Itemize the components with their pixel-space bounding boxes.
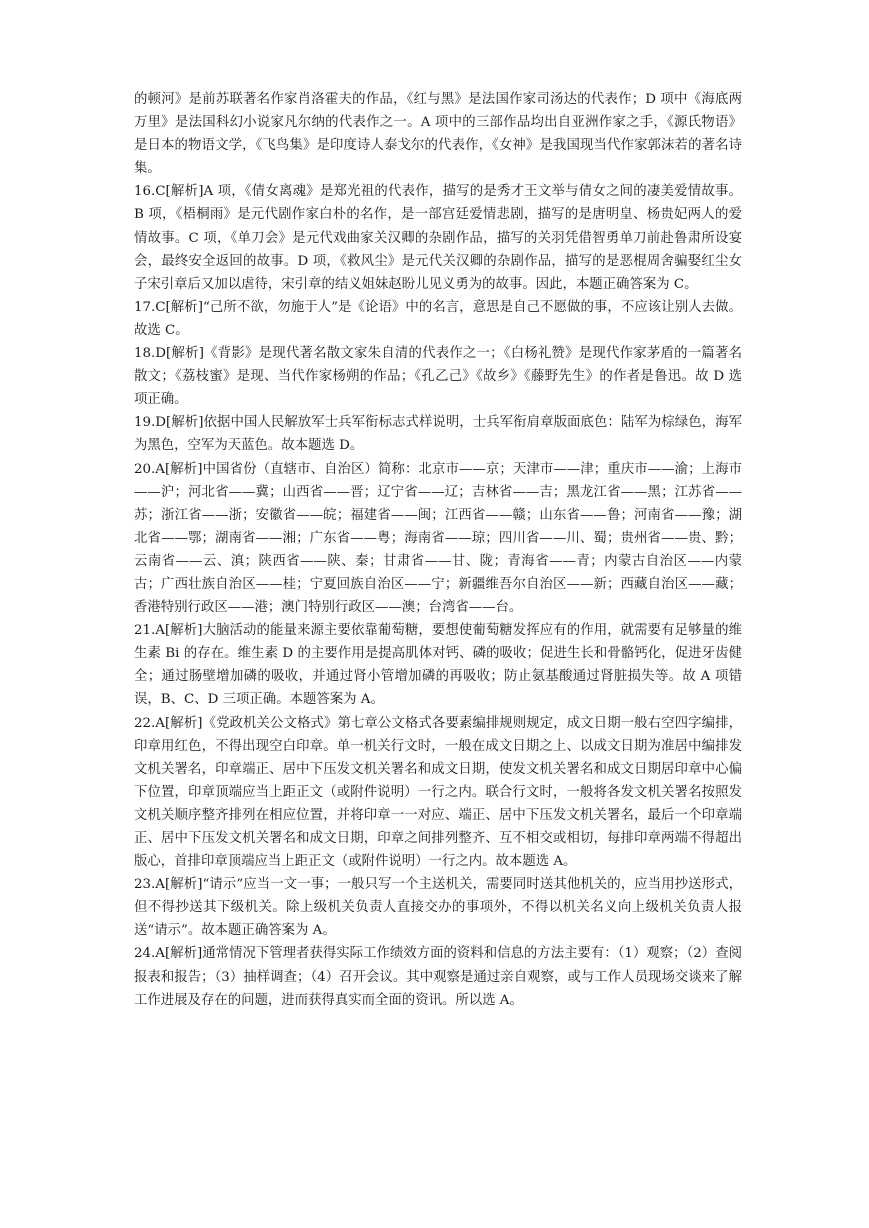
answer-23: 23.A[解析]“请示”应当一文一事；一般只写一个主送机关，需要同时送其他机关的，应当用抄送形式，但不得抄送其下级机关。除上级机关负责人直接交办的事项外，不得以机关名义向上级机关负责人报送“请示”。故本题正确答案为 A。 xyxy=(134,877,742,939)
answer-20: 20.A[解析]中国省份（直辖市、自治区）简称：北京市——京；天津市——津；重庆市——渝；上海市——沪；河北省——冀；山西省——晋；辽宁省——辽；吉林省——吉；黑龙江省——黑；江苏省——苏；浙江省——浙；安徽省——皖；福建省——闽；江西省——赣；山东省——鲁；河南省——豫；湖北省——鄂；湖南省——湘；广东省——粤；海南省——琼；四川省——川、蜀；贵州省——贵、黔；云南省——云、滇；陕西省——陕、秦；甘肃省——甘、陇；青海省——青；内蒙古自治区——内蒙古；广西壮族自治区——桂；宁夏回族自治区——宁；新疆维吾尔自治区——新；西藏自治区——藏；香港特别行政区——港；澳门特别行政区——澳；台湾省——台。 xyxy=(134,461,742,616)
answer-21: 21.A[解析]大脑活动的能量来源主要依靠葡萄糖，要想使葡萄糖发挥应有的作用，就需要有足够量的维生素 Bi 的存在。维生素 D 的主要作用是提高肌体对钙、磷的吸收；促进生长和骨骼钙化，促进牙齿健全；通过肠壁增加磷的吸收，并通过肾小管增加磷的再吸收；防止氨基酸通过肾脏损失等。故 A 项错误，B、C、D 三项正确。本题答案为 A。 xyxy=(134,623,742,708)
answer-19: 19.D[解析]依据中国人民解放军士兵军衔标志式样说明，士兵军衔肩章版面底色：陆军为棕绿色，海军为黑色，空军为天蓝色。故本题选 D。 xyxy=(134,415,742,454)
answer-22: 22.A[解析]《党政机关公文格式》第七章公文格式各要素编排规则规定，成文日期一般右空四字编排，印章用红色，不得出现空白印章。单一机关行文时，一般在成文日期之上、以成文日期为准居中编排发文机关署名，印章端正、居中下压发文机关署名和成文日期，使发文机关署名和成文日期居印章中心偏下位置，印章顶端应当上距正文（或附件说明）一行之内。联合行文时，一般将各发文机关署名按照发文机关顺序整齐排列在相应位置，并将印章一一对应、端正、居中下压发文机关署名，最后一个印章端正、居中下压发文机关署名和成文日期，印章之间排列整齐、互不相交或相切，每排印章两端不得超出版心，首排印章顶端应当上距正文（或附件说明）一行之内。故本题选 A。 xyxy=(134,715,742,870)
answer-16: 16.C[解析]A 项，《倩女离魂》是郑光祖的代表作，描写的是秀才王文举与倩女之间的凄美爱情故事。B 项，《梧桐雨》是元代剧作家白朴的名作，是一部宫廷爱情悲剧，描写的是唐明皇、杨贵妃两人的爱情故事。C 项，《单刀会》是元代戏曲家关汉卿的杂剧作品，描写的关羽凭借智勇单刀前赴鲁肃所设宴会，最终安全返回的故事。D 项，《救风尘》是元代关汉卿的杂剧作品，描写的是恶棍周舍骗娶红尘女子宋引章后又加以虐待，宋引章的结义姐妹赵盼儿见义勇为的故事。因此，本题正确答案为 C。 xyxy=(134,184,742,292)
paragraph-continuation: 的顿河》是前苏联著名作家肖洛霍夫的作品，《红与黑》是法国作家司汤达的代表作；D 项中《海底两万里》是法国科幻小说家凡尔纳的代表作之一。A 项中的三部作品均出自亚洲作家之手，《源氏物语》是日本的物语文学，《飞鸟集》是印度诗人泰戈尔的代表作，《女神》是我国现当代作家郭沫若的著名诗集。 xyxy=(134,92,742,177)
answer-17: 17.C[解析]“己所不欲，勿施于人”是《论语》中的名言，意思是自己不愿做的事，不应该让别人去做。故选 C。 xyxy=(134,299,742,338)
answer-24: 24.A[解析]通常情况下管理者获得实际工作绩效方面的资料和信息的方法主要有：（1）观察；（2）查阅报表和报告；（3）抽样调查；（4）召开会议。其中观察是通过亲自观察，或与工作人员现场交谈来了解工作进展及存在的问题，进而获得真实而全面的资讯。所以选 A。 xyxy=(134,946,742,1008)
answer-18: 18.D[解析]《背影》是现代著名散文家朱自清的代表作之一；《白杨礼赞》是现代作家茅盾的一篇著名散文；《荔枝蜜》是现、当代作家杨朔的作品；《孔乙己》《故乡》《藤野先生》的作者是鲁迅。故 D 选项正确。 xyxy=(134,346,742,408)
document-page xyxy=(134,88,742,1012)
